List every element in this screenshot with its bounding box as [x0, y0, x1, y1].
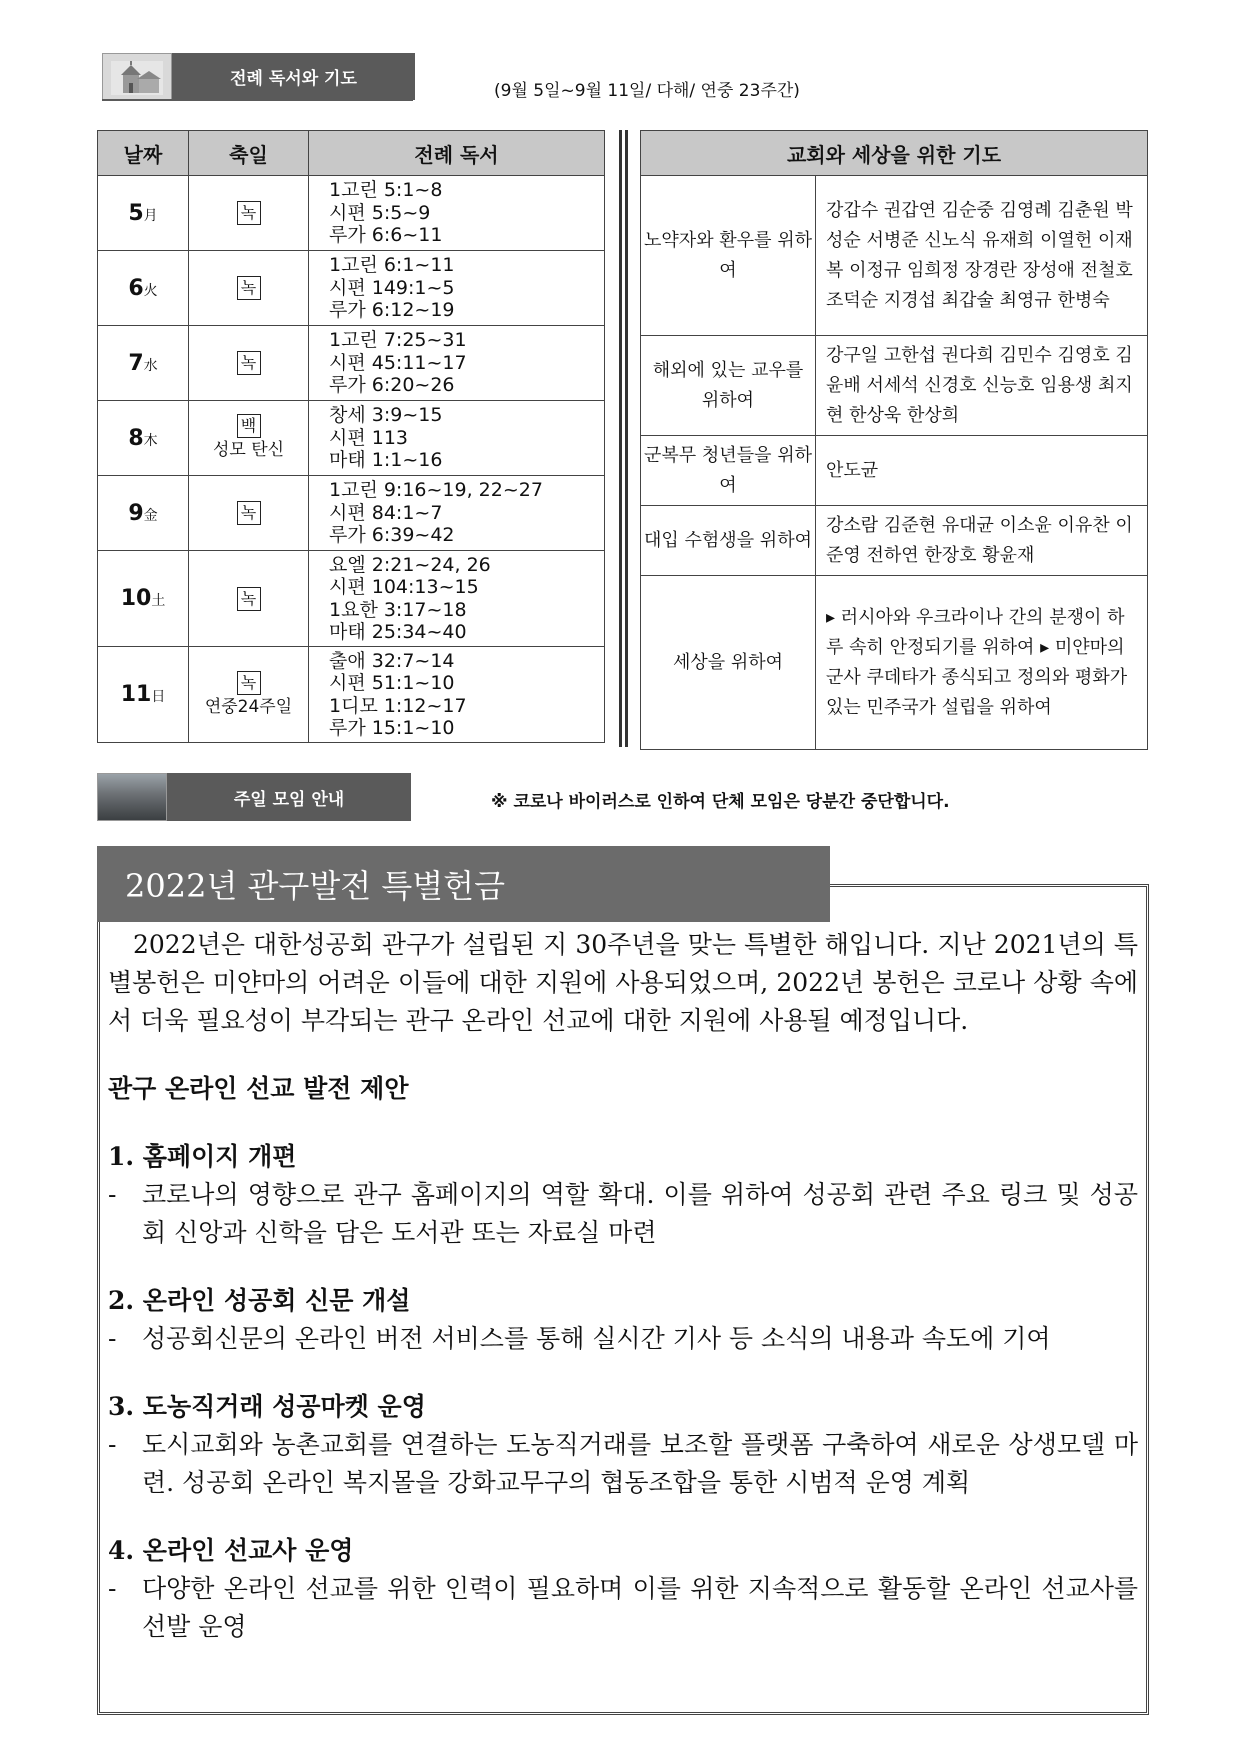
- day-number: 5: [128, 200, 144, 226]
- liturgical-color-mark: 백: [237, 414, 261, 438]
- prayer-names: ▸ 러시아와 우크라이나 간의 분쟁이 하루 속히 안정되기를 위하여 ▸ 미얀마의 군사 쿠데타가 종식되고 정의와 평화가 있는 민주국가 설립을 위하여: [816, 576, 1148, 750]
- reading-line: 출애 32:7~14: [329, 649, 455, 672]
- column-separator: [625, 130, 628, 747]
- readings-cell: [309, 326, 605, 401]
- prayer-names: 강갑수 권갑연 김순중 김영례 김춘원 박성순 서병준 신노식 유재희 이열헌 이재복 이정규 임희정 장경란 장성애 전철호 조덕순 지경섭 최갑술 최영규 한병숙: [816, 176, 1148, 336]
- col-header-feast: 축일: [189, 131, 309, 176]
- offering-title: 2022년 관구발전 특별헌금: [97, 846, 830, 922]
- proposal-title: 관구 온라인 선교 발전 제안: [108, 1074, 409, 1103]
- liturgy-table: [97, 130, 605, 743]
- table-row: [98, 476, 605, 551]
- day-number: 8: [128, 425, 144, 451]
- dash-marker: -: [108, 1430, 117, 1459]
- weekday: 日: [151, 689, 166, 705]
- dash-marker: -: [108, 1324, 117, 1353]
- prayer-names: 안도균: [816, 436, 1148, 506]
- feast-cell: [189, 551, 309, 647]
- dash-marker: -: [108, 1180, 117, 1209]
- column-separator: [619, 130, 622, 747]
- liturgical-color-mark: 녹: [237, 351, 261, 375]
- reading-line: 시편 104:13~15: [329, 576, 479, 598]
- reading-line: 루가 6:12~19: [329, 299, 455, 322]
- reading-line: 루가 6:6~11: [329, 224, 443, 247]
- weekday: 火: [143, 282, 158, 299]
- meeting-section-label: 주일 모임 안내: [167, 773, 411, 821]
- table-row: [98, 647, 605, 743]
- readings-cell: [309, 251, 605, 326]
- reading-line: 시편 5:5~9: [329, 201, 431, 224]
- reading-line: 1디모 1:12~17: [329, 694, 467, 717]
- liturgical-color-mark: 녹: [237, 276, 261, 300]
- reading-line: 1고린 5:1~8: [329, 179, 443, 202]
- prayer-names: 강구일 고한섭 권다희 김민수 김영호 김윤배 서세석 신경호 신능호 임용생 최지현 한상욱 한상희: [816, 336, 1148, 436]
- day-number: 10: [120, 586, 152, 611]
- day-number: 6: [128, 275, 144, 301]
- weekday: 水: [143, 357, 158, 374]
- offering-intro: 2022년은 대한성공회 관구가 설립된 지 30주년을 맞는 특별한 해입니다. 지난 2021년의 특별봉헌은 미얀마의 어려운 이들에 대한 지원에 사용되었으며, 2022년 봉헌은 코로나 상황 속에서 더욱 필요성이 부각되는 관구 온라인 선교에 대한 지원에 사용될 예정입니다.: [108, 930, 1138, 1035]
- feast-name: 성모 탄신: [212, 440, 285, 460]
- liturgy-section-header: [102, 53, 415, 100]
- feast-name: 연중24주일: [204, 696, 293, 717]
- liturgical-color-mark: 녹: [237, 201, 261, 225]
- date-cell: [98, 647, 189, 743]
- reading-line: 창세 3:9~15: [329, 404, 443, 427]
- table-row: [98, 326, 605, 401]
- reading-line: 시편 45:11~17: [329, 351, 467, 374]
- day-number: 7: [128, 350, 144, 376]
- reading-line: 1고린 6:1~11: [329, 254, 455, 277]
- prayer-category: 대입 수험생을 위하여: [641, 506, 816, 576]
- table-row: [98, 176, 605, 251]
- feast-cell: [189, 647, 309, 743]
- reading-line: 마태 1:1~16: [329, 449, 443, 472]
- meeting-photo: [97, 773, 167, 821]
- readings-cell: [309, 551, 605, 647]
- weekday: 月: [143, 207, 158, 224]
- day-number: 9: [128, 500, 144, 526]
- reading-line: 요엘 2:21~24, 26: [329, 553, 491, 576]
- date-cell: [98, 326, 189, 401]
- item-desc: 코로나의 영향으로 관구 홈페이지의 역할 확대. 이를 위하여 성공회 관련 주요 링크 및 성공회 신앙과 신학을 담은 도서관 또는 자료실 마련: [142, 1180, 1138, 1247]
- prayer-table: [640, 130, 1148, 750]
- prayer-category: 해외에 있는 교우를 위하여: [641, 336, 816, 436]
- feast-cell: [189, 251, 309, 326]
- liturgy-section-label: 전례 독서와 기도: [172, 53, 415, 100]
- date-cell: [98, 476, 189, 551]
- prayer-category: 군복무 청년들을 위하여: [641, 436, 816, 506]
- table-row: [641, 436, 1148, 506]
- readings-cell: [309, 647, 605, 743]
- feast-cell: [189, 476, 309, 551]
- table-row: [641, 576, 1148, 750]
- table-row: [98, 551, 605, 647]
- prayer-category: 세상을 위하여: [641, 576, 816, 750]
- date-cell: [98, 176, 189, 251]
- proposal-item: [108, 1532, 1138, 1646]
- proposal-item: [108, 1138, 1138, 1252]
- meeting-section-header: [97, 773, 411, 821]
- table-row: [641, 176, 1148, 336]
- prayer-category: 노약자와 환우를 위하여: [641, 176, 816, 336]
- liturgical-color-mark: 녹: [237, 587, 261, 611]
- item-title: 4. 온라인 선교사 운영: [108, 1536, 354, 1565]
- col-header-date: 날짜: [98, 131, 189, 176]
- reading-line: 루가 6:39~42: [329, 524, 455, 547]
- date-cell: [98, 251, 189, 326]
- prayer-header: 교회와 세상을 위한 기도: [641, 131, 1148, 176]
- reading-line: 1요한 3:17~18: [329, 598, 467, 621]
- item-desc: 도시교회와 농촌교회를 연결하는 도농직거래를 보조할 플랫폼 구축하여 새로운 상생모델 마련. 성공회 온라인 복지몰을 강화교무구의 협동조합을 통한 시범적 운영 계획: [142, 1430, 1138, 1497]
- liturgical-color-mark: 녹: [237, 671, 261, 695]
- liturgical-color-mark: 녹: [237, 501, 261, 525]
- liturgy-period: (9월 5일~9월 11일/ 다해/ 연중 23주간): [494, 81, 800, 101]
- proposal-item: [108, 1388, 1138, 1502]
- table-row: [98, 401, 605, 476]
- date-cell: [98, 401, 189, 476]
- dash-marker: -: [108, 1574, 117, 1603]
- table-row: [641, 506, 1148, 576]
- feast-cell: [189, 326, 309, 401]
- prayer-names: 강소람 김준현 유대균 이소윤 이유찬 이준영 전하연 한장호 황윤재: [816, 506, 1148, 576]
- reading-line: 1고린 9:16~19, 22~27: [329, 479, 543, 502]
- reading-line: 마태 25:34~40: [329, 621, 467, 643]
- section-underline: [102, 99, 413, 101]
- reading-line: 시편 113: [329, 426, 409, 449]
- meeting-notice: ※ 코로나 바이러스로 인하여 단체 모임은 당분간 중단합니다.: [491, 792, 950, 812]
- weekday: 木: [143, 432, 158, 449]
- item-title: 1. 홈페이지 개편: [108, 1142, 297, 1171]
- item-desc: 다양한 온라인 선교를 위한 인력이 필요하며 이를 위한 지속적으로 활동할 온라인 선교사를 선발 운영: [142, 1574, 1138, 1641]
- reading-line: 루가 6:20~26: [329, 374, 455, 397]
- weekday: 金: [143, 507, 158, 524]
- item-title: 2. 온라인 성공회 신문 개설: [108, 1286, 411, 1315]
- reading-line: 루가 15:1~10: [329, 717, 455, 739]
- weekday: 土: [151, 593, 166, 609]
- reading-line: 1고린 7:25~31: [329, 329, 467, 352]
- church-icon: [111, 61, 163, 95]
- church-image: [102, 53, 172, 100]
- proposal-item: [108, 1282, 1138, 1358]
- day-number: 11: [120, 682, 152, 707]
- offering-body: [108, 926, 1138, 1646]
- item-desc: 성공회신문의 온라인 버전 서비스를 통해 실시간 기사 등 소식의 내용과 속도에 기여: [142, 1324, 1051, 1353]
- reading-line: 시편 149:1~5: [329, 276, 455, 299]
- readings-cell: [309, 176, 605, 251]
- table-row: [641, 336, 1148, 436]
- feast-cell: [189, 401, 309, 476]
- readings-cell: [309, 476, 605, 551]
- table-row: [98, 251, 605, 326]
- date-cell: [98, 551, 189, 647]
- item-title: 3. 도농직거래 성공마켓 운영: [108, 1392, 426, 1421]
- col-header-readings: 전례 독서: [309, 131, 605, 176]
- readings-cell: [309, 401, 605, 476]
- reading-line: 시편 51:1~10: [329, 672, 455, 694]
- reading-line: 시편 84:1~7: [329, 501, 443, 524]
- feast-cell: [189, 176, 309, 251]
